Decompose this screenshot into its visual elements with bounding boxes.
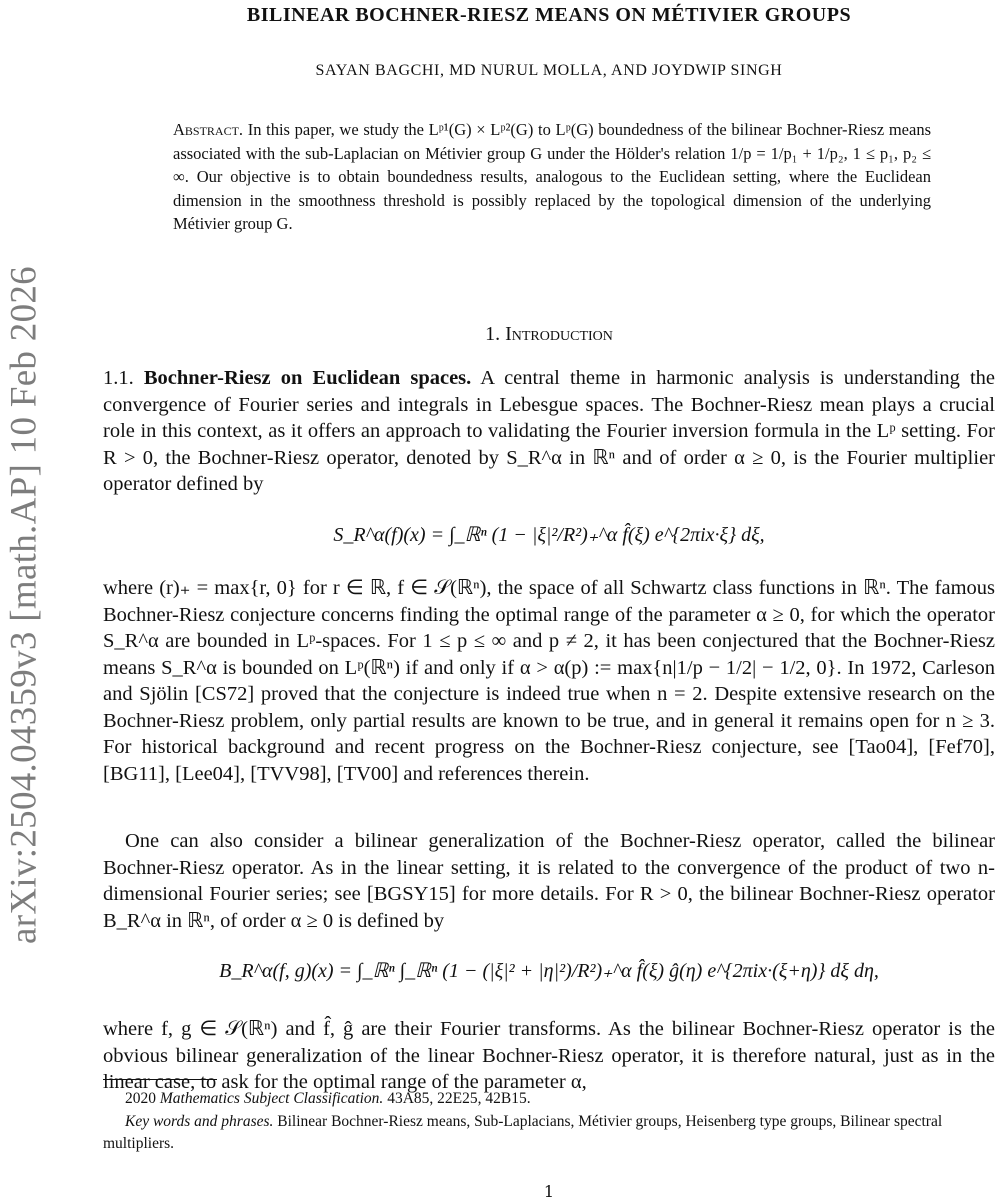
equation-linear-bochner-riesz: S_R^α(f)(x) = ∫_ℝⁿ (1 − |ξ|²/R²)₊^α f̂(ξ) e^{2πix·ξ} dξ, [333, 524, 765, 546]
section-number: 1. [485, 323, 501, 345]
paper-title: BILINEAR BOCHNER-RIESZ MEANS ON MÉTIVIER GROUPS [246, 4, 852, 26]
subsection-title: Bochner-Riesz on Euclidean spaces. [143, 367, 472, 389]
footnote-rule [103, 1079, 217, 1080]
keywords-label: Key words and phrases. [125, 1113, 274, 1130]
paragraph-2 [103, 575, 995, 787]
arxiv-identifier: arXiv:2504.04359v3 [math.AP] 10 Feb 2026 [3, 266, 45, 944]
msc-year: 2020 [125, 1090, 156, 1107]
section-title: Introduction [505, 323, 613, 345]
paragraph-2-text: where (r)₊ = max{r, 0} for r ∈ ℝ, f ∈ 𝒮(ℝⁿ), the space of all Schwartz class functions in ℝⁿ. The famous Bochner-Riesz conjecture concerns finding the optimal range of the parameter α ≥ 0, for which the operator S_R^α are bounded in Lᵖ-spaces. For 1 ≤ p ≤ ∞ and p ≠ 2, it has been conjectured that the Bochner-Riesz means S_R^α is bounded on Lᵖ(ℝⁿ) if and only if α > α(p) := max{n|1/p − 1/2| − 1/2, 0}. In 1972, Carleson and Sjölin [CS72] proved that the conjecture is indeed true when n = 2. Despite extensive research on the Bochner-Riesz problem, only partial results are known to be true, and in general it remains open for n ≥ 3. For historical background and recent progress on the Bochner-Riesz conjecture, see [Tao04], [Fef70], [BG11], [Lee04], [TVV98], [TV00] and references therein. [103, 577, 995, 785]
paragraph-1-text: A central theme in harmonic analysis is understanding the convergence of Fourier series and integrals in Lebesgue spaces. The Bochner-Riesz mean plays a crucial role in this context, as it offers an approach to validating the Fourier inversion formula in the Lᵖ setting. For R > 0, the Bochner-Riesz operator, denoted by S_R^α in ℝⁿ and of order α ≥ 0, is the Fourier multiplier operator defined by [103, 367, 995, 495]
footnote-msc [103, 1088, 995, 1110]
paper-page [103, 0, 995, 1200]
page-number: 1 [543, 1182, 555, 1201]
abstract-text: In this paper, we study the Lᵖ¹(G) × Lᵖ²(G) to Lᵖ(G) boundedness of the bilinear Bochner-Riesz means associated with the sub-Laplacian on Métivier group G under the Hölder's relation 1/p = 1/p₁ + 1/p₂, 1 ≤ p₁, p₂ ≤ ∞. Our objective is to obtain boundedness results, analogous to the Euclidean setting, where the Euclidean dimension in the smoothness threshold is possibly replaced by the topological dimension of the underlying Métivier group G. [173, 120, 931, 233]
paragraph-3 [103, 828, 995, 934]
abstract-label: Abstract. [173, 120, 244, 139]
abstract [173, 118, 931, 236]
msc-codes: 43A85, 22E25, 42B15. [387, 1090, 531, 1107]
footnote-keywords [103, 1111, 995, 1155]
paragraph-3-text: One can also consider a bilinear generalization of the Bochner-Riesz operator, called the bilinear Bochner-Riesz operator. As in the linear setting, it is related to the convergence of the product of two n-dimensional Fourier series; see [BGSY15] for more details. For R > 0, the bilinear Bochner-Riesz operator B_R^α in ℝⁿ, of order α ≥ 0 is defined by [103, 830, 995, 932]
equation-bilinear-bochner-riesz: B_R^α(f, g)(x) = ∫_ℝⁿ ∫_ℝⁿ (1 − (|ξ|² + |η|²)/R²)₊^α f̂(ξ) ĝ(η) e^{2πix·(ξ+η)} dξ dη, [219, 960, 879, 982]
msc-label: Mathematics Subject Classification. [159, 1090, 384, 1107]
paragraph-4-text: where f, g ∈ 𝒮(ℝⁿ) and f̂, ĝ are their Fourier transforms. As the bilinear Bochner-Riesz operator is the obvious bilinear generalization of the linear Bochner-Riesz operator, it is therefore natural, just as in the linear case, to ask for the optimal range of the parameter α, [103, 1018, 995, 1093]
subsection-number: 1.1. [103, 367, 134, 389]
paragraph-4 [103, 1016, 995, 1096]
paper-authors: SAYAN BAGCHI, MD NURUL MOLLA, AND JOYDWIP SINGH [315, 62, 783, 79]
keywords-text: Bilinear Bochner-Riesz means, Sub-Laplacians, Métivier groups, Heisenberg type groups, Bilinear spectral multipliers. [103, 1113, 943, 1152]
paragraph-1 [103, 365, 995, 498]
arxiv-sidebar [2, 0, 46, 1200]
section-heading [103, 323, 995, 346]
